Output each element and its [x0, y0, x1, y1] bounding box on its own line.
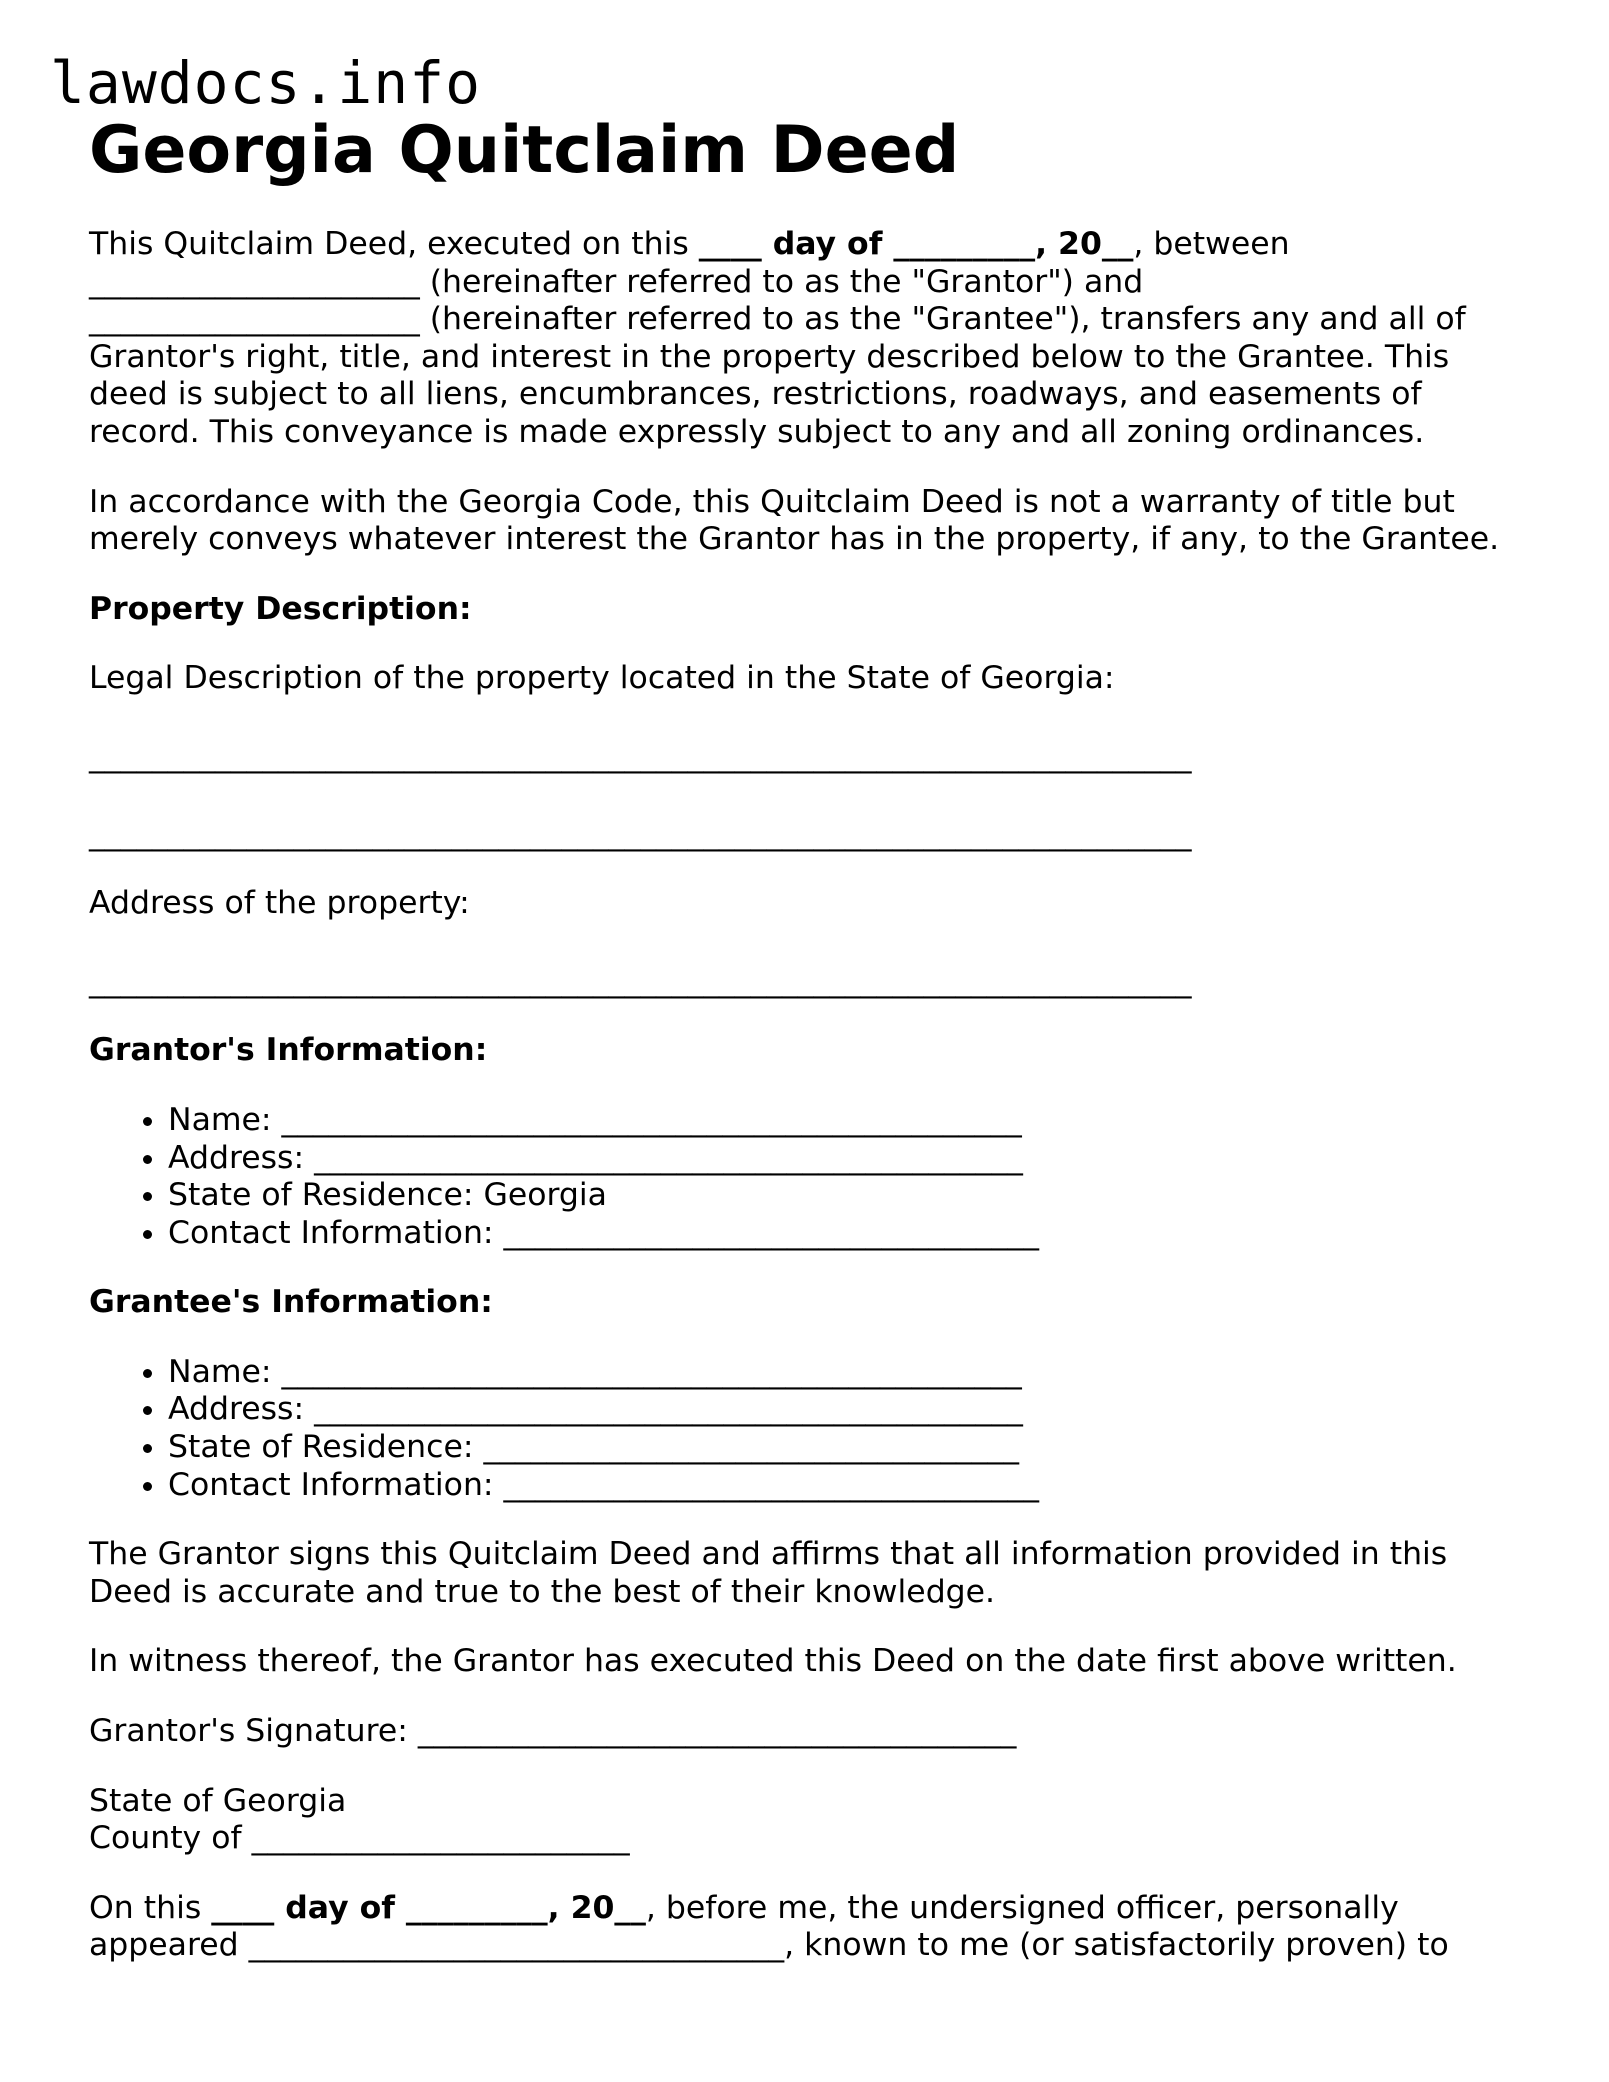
grantee-residence-item: • State of Residence: __________________________________ — [168, 1429, 1519, 1467]
legal-description-blank-2: ______________________________________________________________________ — [89, 815, 1192, 852]
grantor-name-item: • Name: _______________________________________________ — [168, 1102, 1519, 1140]
legal-description-label: Legal Description of the property located in the State of Georgia: — [89, 660, 1115, 697]
grantee-information-heading: Grantee's Information: — [89, 1284, 493, 1321]
grantee-contact-item: • Contact Information: __________________________________ — [168, 1467, 1519, 1505]
georgia-code-paragraph: In accordance with the Georgia Code, this Quitclaim Deed is not a warranty of title but merely conveys whatever interest the Grantor has in the property, if any, to the Grantee. — [89, 483, 1500, 558]
grantor-name-line: _____________________ (hereinafter referred to as the "Grantor") and — [89, 263, 1144, 300]
grantor-information-list — [89, 1102, 1519, 1252]
notary-date-blank: ____ day of _________, 20__ — [211, 1889, 646, 1926]
grantor-address-item: • Address: _____________________________________________ — [168, 1140, 1519, 1178]
notary-before: , before me, the undersigned officer, personally — [645, 1889, 1399, 1926]
notary-on-this: On this — [89, 1889, 212, 1926]
witness-paragraph: In witness thereof, the Grantor has executed this Deed on the date first above written. — [89, 1643, 1457, 1680]
affirmation-paragraph: The Grantor signs this Quitclaim Deed and affirms that all information provided in this Deed is accurate and true to the best of their knowledge. — [89, 1536, 1448, 1610]
legal-description-blank-1: ______________________________________________________________________ — [89, 737, 1192, 774]
notary-acknowledgment — [89, 1890, 1519, 1965]
grantee-name-item: • Name: _______________________________________________ — [168, 1354, 1519, 1392]
notary-appeared-line: appeared __________________________________, known to me (or satisfactorily proven) to — [89, 1927, 1449, 1964]
grantee-name-line: _____________________ (hereinafter referred to as the "Grantee"), transfers any and all of — [89, 301, 1466, 338]
property-description-heading: Property Description: — [89, 590, 472, 627]
grantee-address-item: • Address: _____________________________________________ — [168, 1391, 1519, 1429]
intro-paragraph — [89, 226, 1519, 452]
grantor-contact-item: • Contact Information: __________________________________ — [168, 1215, 1519, 1253]
document-body — [89, 112, 1519, 1997]
property-address-blank: ______________________________________________________________________ — [89, 962, 1192, 999]
intro-start: This Quitclaim Deed, executed on this — [89, 226, 699, 262]
property-address-label: Address of the property: — [89, 885, 470, 922]
grantee-information-list — [89, 1354, 1519, 1504]
grantor-residence-item: • State of Residence: Georgia — [168, 1177, 1519, 1215]
notary-county: County of ________________________ — [89, 1820, 630, 1857]
intro-rest: Grantor's right, title, and interest in the property described below to the Grantee. This deed is subject to all liens, encumbrances, restrictions, roadways, and easements of record. This conveyance is made expressly subject to any and all zoning ordinances. — [89, 338, 1450, 450]
intro-date-blank: ____ day of _________, 20__ — [698, 226, 1134, 262]
notary-state: State of Georgia — [89, 1782, 347, 1819]
site-watermark: lawdocs.info — [50, 49, 482, 117]
notary-venue — [89, 1783, 1519, 1858]
intro-between: , between — [1133, 226, 1290, 262]
grantor-signature-line: Grantor's Signature: ______________________________________ — [89, 1713, 1017, 1750]
grantor-information-heading: Grantor's Information: — [89, 1032, 488, 1069]
document-title: Georgia Quitclaim Deed — [89, 113, 960, 188]
